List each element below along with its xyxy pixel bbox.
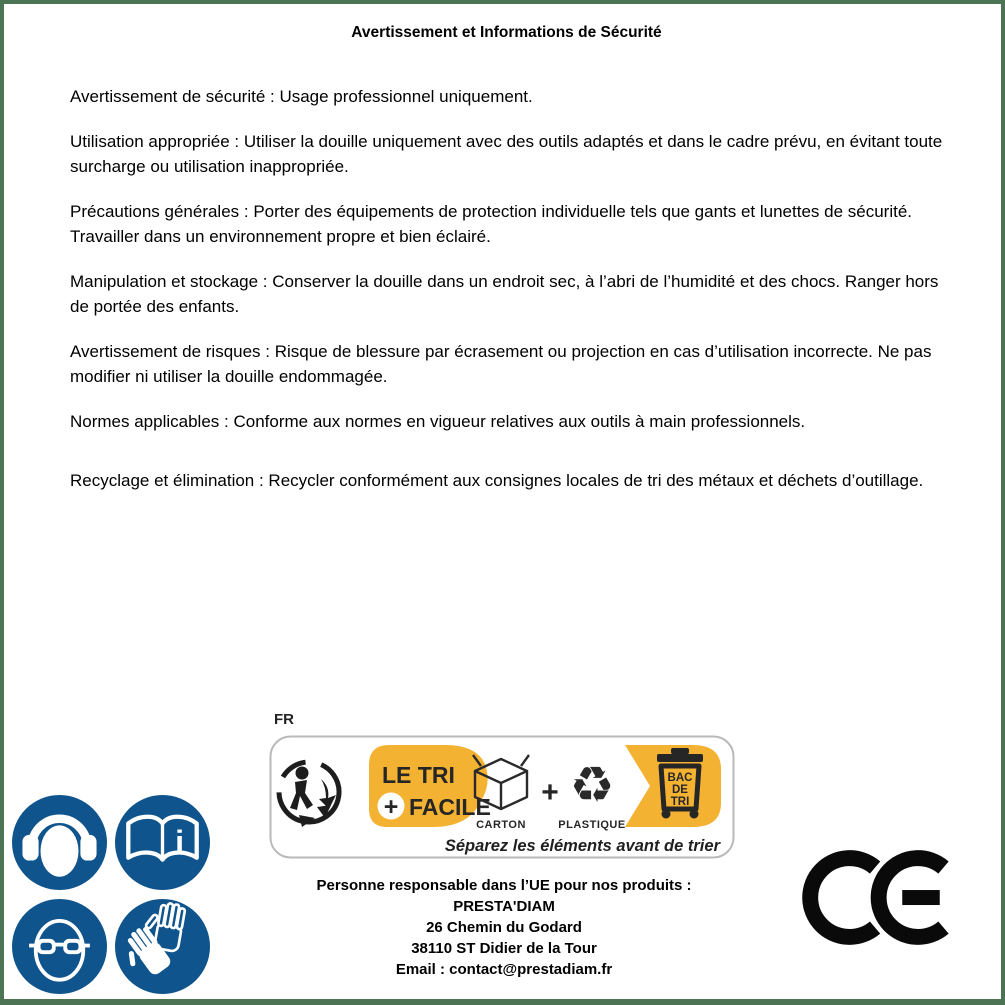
address-city: 38110 ST Didier de la Tour: [411, 940, 597, 957]
triman-sorting-banner: [269, 735, 735, 859]
recycling-loop-icon: ♻: [569, 757, 615, 813]
page-title: Avertissement et Informations de Sécurité: [351, 24, 662, 41]
ce-marking: [801, 847, 951, 949]
country-code-label: FR: [274, 711, 294, 728]
company-name: PRESTA'DIAM: [453, 898, 555, 915]
sorting-bin-icon: [657, 748, 703, 819]
responsible-intro: Personne responsable dans l’UE pour nos produits :: [316, 877, 692, 894]
read-instruction-manual-icon: [115, 795, 210, 890]
wear-ear-protection-icon: [12, 795, 107, 890]
material-2-label: PLASTIQUE: [558, 819, 626, 831]
plus-badge-text: +: [383, 793, 399, 821]
responsible-person-block: [254, 875, 754, 980]
sorting-tagline: Séparez les éléments avant de trier: [444, 837, 720, 855]
paragraph-handling-storage: Manipulation et stockage : Conserver la douille dans un endroit sec, à l’abri de l’humidité et des chocs. Ranger hors de portée des enfants.: [70, 272, 939, 316]
bin-line-3: TRI: [670, 796, 690, 808]
paragraph-recycling: Recyclage et élimination : Recycler conformément aux consignes locales de tri des métaux et déchets d’outillage.: [70, 471, 924, 490]
headline-top-text: LE TRI: [382, 762, 455, 788]
address-street: 26 Chemin du Godard: [426, 919, 582, 936]
paragraph-proper-use: Utilisation appropriée : Utiliser la douille uniquement avec des outils adaptés et dans le cadre prévu, en évitant toute surcharge ou utilisation inappropriée.: [70, 132, 943, 176]
headline-bottom-text: FACILE: [409, 794, 491, 820]
safety-text-section: [4, 4, 1001, 493]
wear-eye-protection-icon: [12, 899, 107, 994]
paragraph-standards: Normes applicables : Conforme aux normes en vigueur relatives aux outils à main professionnels.: [70, 412, 806, 431]
paragraph-safety-warning: Avertissement de sécurité : Usage professionnel uniquement.: [70, 87, 533, 106]
material-separator: +: [541, 776, 559, 809]
bin-line-2: DE: [672, 784, 688, 796]
contact-email: Email : contact@prestadiam.fr: [395, 961, 613, 978]
paragraph-general-precautions: Précautions générales : Porter des équipements de protection individuelle tels que gants et lunettes de sécurité. Travailler dans un environnement propre et bien éclairé.: [70, 202, 913, 246]
info-letter-glyph: i: [175, 823, 185, 860]
bin-line-1: BAC: [667, 772, 693, 784]
wear-protective-gloves-icon: [115, 899, 210, 994]
paragraph-risk-warning: Avertissement de risques : Risque de blessure par écrasement ou projection en cas d’utilisation incorrecte. Ne pas modifier ni utiliser la douille endommagée.: [70, 342, 932, 386]
mandatory-ppe-icons: [12, 795, 210, 994]
material-1-label: CARTON: [476, 819, 526, 831]
